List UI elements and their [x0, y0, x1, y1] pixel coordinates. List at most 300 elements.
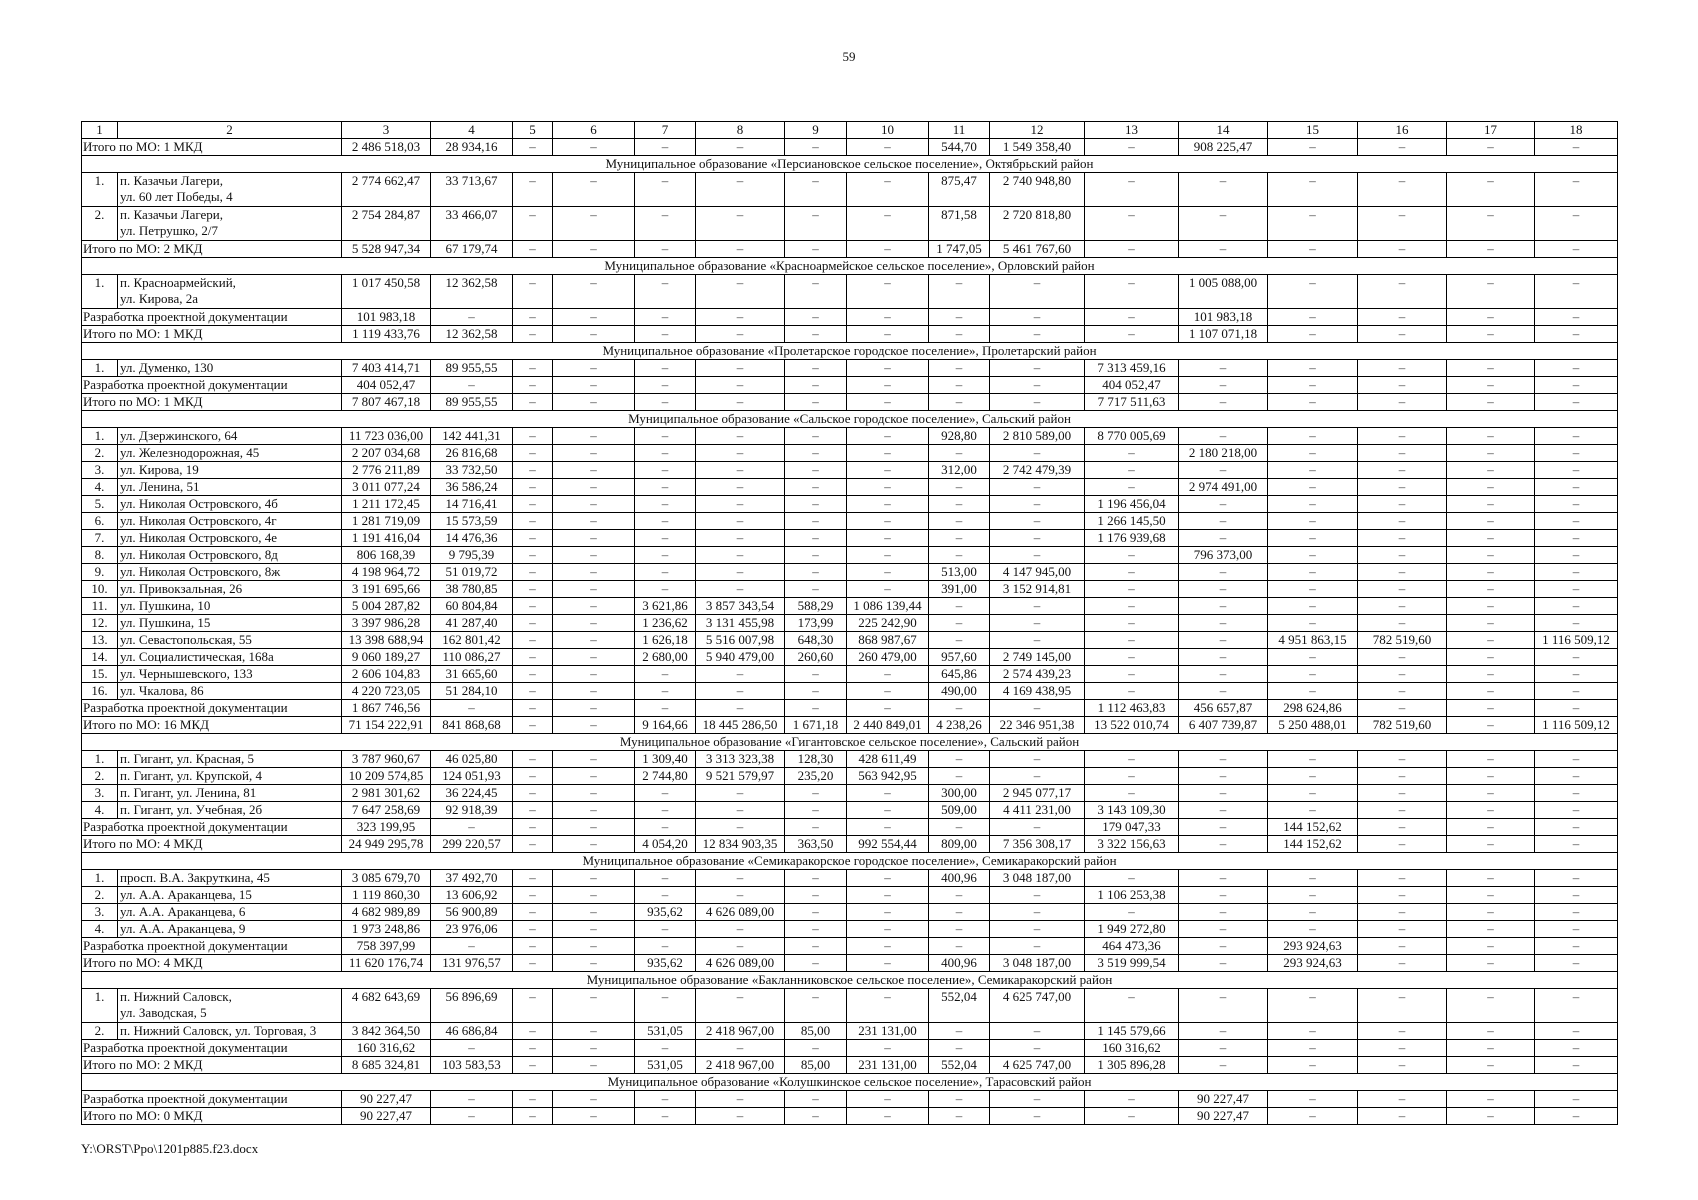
amount-cell: 935,62 [635, 955, 696, 972]
column-number-cell: 1 [82, 122, 118, 139]
amount-cell: 957,60 [929, 649, 990, 666]
amount-cell: 22 346 951,38 [990, 717, 1085, 734]
amount-cell: – [1447, 836, 1535, 853]
amount-cell: – [847, 462, 929, 479]
amount-cell: – [847, 785, 929, 802]
municipality-total-row [82, 241, 1618, 258]
row-number: 5. [82, 496, 118, 513]
amount-cell: – [1358, 615, 1447, 632]
building-row [82, 496, 1618, 513]
building-row [82, 428, 1618, 445]
amount-cell: 7 717 511,63 [1085, 394, 1179, 411]
amount-cell: – [1358, 326, 1447, 343]
amount-cell: – [513, 921, 553, 938]
amount-cell: – [1358, 955, 1447, 972]
amount-cell: – [1179, 564, 1268, 581]
address-cell [118, 547, 342, 564]
amount-cell: – [1179, 683, 1268, 700]
amount-cell: – [990, 904, 1085, 921]
amount-cell: – [929, 360, 990, 377]
amount-cell: – [1535, 581, 1618, 598]
address-cell [118, 1023, 342, 1040]
amount-cell: – [1268, 445, 1358, 462]
amount-cell: – [635, 377, 696, 394]
amount-cell: – [553, 241, 635, 258]
amount-cell: – [785, 394, 847, 411]
amount-cell: – [929, 445, 990, 462]
amount-cell: – [1179, 989, 1268, 1023]
amount-cell: – [696, 207, 785, 241]
amount-cell: – [1535, 904, 1618, 921]
amount-cell: – [1447, 683, 1535, 700]
amount-cell: – [1447, 1091, 1535, 1108]
amount-cell: – [785, 785, 847, 802]
amount-cell: 33 466,07 [431, 207, 513, 241]
amount-cell: 3 011 077,24 [342, 479, 431, 496]
amount-cell: – [635, 462, 696, 479]
amount-cell: – [635, 785, 696, 802]
amount-cell: 3 152 914,81 [990, 581, 1085, 598]
amount-cell: 4 626 089,00 [696, 904, 785, 921]
amount-cell: – [635, 139, 696, 156]
amount-cell: – [553, 462, 635, 479]
amount-cell: – [990, 275, 1085, 309]
amount-cell: – [1358, 462, 1447, 479]
amount-cell: – [1358, 394, 1447, 411]
column-number-cell: 18 [1535, 122, 1618, 139]
amount-cell: – [1268, 564, 1358, 581]
amount-cell: – [1179, 496, 1268, 513]
amount-cell: – [696, 989, 785, 1023]
amount-cell: 36 224,45 [431, 785, 513, 802]
amount-cell: – [1179, 768, 1268, 785]
amount-cell: – [553, 615, 635, 632]
building-row [82, 530, 1618, 547]
amount-cell: 400,96 [929, 870, 990, 887]
amount-cell: – [1268, 1023, 1358, 1040]
amount-cell: – [553, 938, 635, 955]
building-row [82, 870, 1618, 887]
column-number-cell: 3 [342, 122, 431, 139]
amount-cell: 323 199,95 [342, 819, 431, 836]
amount-cell: 225 242,90 [847, 615, 929, 632]
amount-cell: – [1268, 870, 1358, 887]
row-number: 3. [82, 462, 118, 479]
amount-cell: – [929, 921, 990, 938]
amount-cell: – [847, 683, 929, 700]
amount-cell: – [1179, 1023, 1268, 1040]
amount-cell: – [847, 241, 929, 258]
amount-cell: – [1358, 1040, 1447, 1057]
building-row [82, 887, 1618, 904]
amount-cell: – [847, 700, 929, 717]
address-line: ул. Севастопольская, 55 [120, 632, 252, 647]
amount-cell: 513,00 [929, 564, 990, 581]
amount-cell: – [929, 326, 990, 343]
amount-cell: – [1179, 802, 1268, 819]
amount-cell: – [847, 530, 929, 547]
amount-cell: 1 017 450,58 [342, 275, 431, 309]
amount-cell: – [1085, 1108, 1179, 1125]
municipality-section-row [82, 258, 1618, 275]
building-row [82, 479, 1618, 496]
amount-cell: – [1358, 1108, 1447, 1125]
amount-cell: – [1085, 581, 1179, 598]
building-row [82, 564, 1618, 581]
amount-cell: 89 955,55 [431, 360, 513, 377]
amount-cell: – [696, 1108, 785, 1125]
amount-cell: – [785, 445, 847, 462]
amount-cell: 103 583,53 [431, 1057, 513, 1074]
amount-cell: – [929, 1091, 990, 1108]
amount-cell: – [513, 768, 553, 785]
municipality-title: Муниципальное образование «Сальское городское поселение», Сальский район [82, 411, 1618, 428]
amount-cell: – [553, 989, 635, 1023]
amount-cell: – [1085, 683, 1179, 700]
amount-cell: – [1535, 564, 1618, 581]
amount-cell: 809,00 [929, 836, 990, 853]
amount-cell: – [1447, 1108, 1535, 1125]
amount-cell: – [1535, 683, 1618, 700]
amount-cell: – [990, 632, 1085, 649]
amount-cell: – [553, 139, 635, 156]
amount-cell: – [1268, 598, 1358, 615]
amount-cell: – [785, 326, 847, 343]
amount-cell: – [635, 496, 696, 513]
amount-cell: 1 145 579,66 [1085, 1023, 1179, 1040]
amount-cell: – [1358, 751, 1447, 768]
amount-cell: – [513, 887, 553, 904]
amount-cell: 1 086 139,44 [847, 598, 929, 615]
amount-cell: – [1358, 649, 1447, 666]
amount-cell: – [696, 173, 785, 207]
amount-cell: – [847, 564, 929, 581]
amount-cell: 391,00 [929, 581, 990, 598]
amount-cell: – [990, 1040, 1085, 1057]
address-cell [118, 683, 342, 700]
amount-cell: – [1358, 683, 1447, 700]
amount-cell: 46 686,84 [431, 1023, 513, 1040]
amount-cell: – [785, 1108, 847, 1125]
column-number-cell: 13 [1085, 122, 1179, 139]
amount-cell: – [553, 1023, 635, 1040]
amount-cell: – [696, 326, 785, 343]
amount-cell: – [847, 819, 929, 836]
address-cell [118, 462, 342, 479]
amount-cell: 1 305 896,28 [1085, 1057, 1179, 1074]
amount-cell: – [929, 598, 990, 615]
amount-cell: 144 152,62 [1268, 819, 1358, 836]
amount-cell: 2 749 145,00 [990, 649, 1085, 666]
amount-cell: – [1268, 530, 1358, 547]
amount-cell: – [513, 326, 553, 343]
amount-cell: – [785, 241, 847, 258]
column-number-cell: 12 [990, 122, 1085, 139]
amount-cell: 3 519 999,54 [1085, 955, 1179, 972]
row-number: 9. [82, 564, 118, 581]
amount-cell: 5 528 947,34 [342, 241, 431, 258]
amount-cell: – [929, 819, 990, 836]
amount-cell: – [1535, 275, 1618, 309]
address-line: ул. Ленина, 51 [120, 479, 200, 494]
column-number-cell: 8 [696, 122, 785, 139]
amount-cell: – [635, 819, 696, 836]
amount-cell: – [696, 819, 785, 836]
amount-cell: – [1447, 360, 1535, 377]
amount-cell: – [696, 360, 785, 377]
amount-cell: – [635, 326, 696, 343]
design-documentation-label: Разработка проектной документации [82, 309, 342, 326]
municipality-total-row [82, 326, 1618, 343]
amount-cell: – [847, 139, 929, 156]
row-number: 1. [82, 428, 118, 445]
amount-cell: – [1535, 921, 1618, 938]
amount-cell: – [1268, 326, 1358, 343]
municipality-title: Муниципальное образование «Семикаракорское городское поселение», Семикаракорский район [82, 853, 1618, 870]
column-number-cell: 7 [635, 122, 696, 139]
address-cell [118, 785, 342, 802]
amount-cell: – [1085, 751, 1179, 768]
amount-cell: 2 742 479,39 [990, 462, 1085, 479]
amount-cell: – [1358, 1057, 1447, 1074]
amount-cell: 875,47 [929, 173, 990, 207]
building-row [82, 921, 1618, 938]
amount-cell: – [513, 717, 553, 734]
amount-cell: – [635, 802, 696, 819]
amount-cell: – [696, 496, 785, 513]
address-cell [118, 530, 342, 547]
amount-cell: – [1358, 309, 1447, 326]
amount-cell: 3 842 364,50 [342, 1023, 431, 1040]
amount-cell: 782 519,60 [1358, 717, 1447, 734]
address-line: ул. Заводская, 5 [120, 1005, 207, 1020]
row-number: 13. [82, 632, 118, 649]
total-label: Итого по МО: 0 МКД [82, 1108, 342, 1125]
amount-cell: – [1358, 173, 1447, 207]
amount-cell: – [1535, 173, 1618, 207]
amount-cell: 464 473,36 [1085, 938, 1179, 955]
amount-cell: 3 322 156,63 [1085, 836, 1179, 853]
amount-cell: – [1268, 394, 1358, 411]
address-cell [118, 649, 342, 666]
amount-cell: 928,80 [929, 428, 990, 445]
amount-cell: 142 441,31 [431, 428, 513, 445]
amount-cell: – [929, 887, 990, 904]
amount-cell: – [1535, 377, 1618, 394]
column-number-cell: 17 [1447, 122, 1535, 139]
building-row [82, 207, 1618, 241]
address-cell [118, 768, 342, 785]
amount-cell: 5 250 488,01 [1268, 717, 1358, 734]
amount-cell: 124 051,93 [431, 768, 513, 785]
amount-cell: 3 085 679,70 [342, 870, 431, 887]
amount-cell: 758 397,99 [342, 938, 431, 955]
amount-cell: 4 220 723,05 [342, 683, 431, 700]
amount-cell: – [696, 309, 785, 326]
amount-cell: 131 976,57 [431, 955, 513, 972]
address-cell [118, 428, 342, 445]
amount-cell: – [1268, 581, 1358, 598]
amount-cell: – [635, 394, 696, 411]
amount-cell: 2 720 818,80 [990, 207, 1085, 241]
amount-cell: 806 168,39 [342, 547, 431, 564]
amount-cell: – [513, 632, 553, 649]
column-number-cell: 6 [553, 122, 635, 139]
amount-cell: – [847, 904, 929, 921]
amount-cell: – [553, 530, 635, 547]
amount-cell: – [929, 768, 990, 785]
column-number-cell: 10 [847, 122, 929, 139]
amount-cell: 1 116 509,12 [1535, 632, 1618, 649]
amount-cell: – [1535, 496, 1618, 513]
amount-cell: – [1447, 207, 1535, 241]
amount-cell: – [1085, 241, 1179, 258]
amount-cell: – [635, 921, 696, 938]
amount-cell: – [513, 683, 553, 700]
amount-cell: 4 198 964,72 [342, 564, 431, 581]
amount-cell: – [1447, 666, 1535, 683]
amount-cell: – [553, 921, 635, 938]
amount-cell: – [696, 581, 785, 598]
amount-cell: – [1358, 241, 1447, 258]
amount-cell: 2 945 077,17 [990, 785, 1085, 802]
amount-cell: – [1358, 530, 1447, 547]
amount-cell: – [553, 666, 635, 683]
amount-cell: – [513, 1023, 553, 1040]
amount-cell: 92 918,39 [431, 802, 513, 819]
amount-cell: 90 227,47 [342, 1108, 431, 1125]
amount-cell: – [785, 309, 847, 326]
amount-cell: – [553, 479, 635, 496]
address-line: ул. Петрушко, 2/7 [120, 223, 219, 238]
amount-cell: – [1268, 1091, 1358, 1108]
amount-cell: 4 054,20 [635, 836, 696, 853]
row-number: 4. [82, 802, 118, 819]
amount-cell: 12 362,58 [431, 275, 513, 309]
amount-cell: – [990, 496, 1085, 513]
amount-cell: – [1447, 462, 1535, 479]
row-number: 4. [82, 921, 118, 938]
amount-cell: – [513, 241, 553, 258]
amount-cell: – [1447, 819, 1535, 836]
amount-cell: – [785, 360, 847, 377]
amount-cell: – [1447, 1057, 1535, 1074]
amount-cell: – [553, 700, 635, 717]
amount-cell: – [1085, 462, 1179, 479]
design-documentation-label: Разработка проектной документации [82, 819, 342, 836]
amount-cell: 101 983,18 [1179, 309, 1268, 326]
amount-cell: 1 107 071,18 [1179, 326, 1268, 343]
amount-cell: – [1535, 479, 1618, 496]
amount-cell: 85,00 [785, 1057, 847, 1074]
building-row [82, 751, 1618, 768]
amount-cell: 4 238,26 [929, 717, 990, 734]
amount-cell: – [553, 1091, 635, 1108]
amount-cell: – [990, 1091, 1085, 1108]
address-line: ул. А.А. Араканцева, 15 [120, 887, 252, 902]
amount-cell: – [696, 394, 785, 411]
amount-cell: – [1358, 598, 1447, 615]
building-row [82, 275, 1618, 309]
amount-cell: – [553, 360, 635, 377]
total-label: Итого по МО: 4 МКД [82, 955, 342, 972]
amount-cell: – [635, 360, 696, 377]
amount-cell: 293 924,63 [1268, 938, 1358, 955]
address-line: ул. Николая Островского, 8ж [120, 564, 281, 579]
amount-cell: – [635, 989, 696, 1023]
amount-cell: – [1179, 836, 1268, 853]
column-number-cell: 4 [431, 122, 513, 139]
amount-cell: – [1358, 275, 1447, 309]
total-label: Итого по МО: 4 МКД [82, 836, 342, 853]
amount-cell: – [1535, 462, 1618, 479]
building-row [82, 581, 1618, 598]
amount-cell: – [1535, 700, 1618, 717]
file-path-footer: Y:\ORST\Ppo\1201p885.f23.docx [81, 1141, 259, 1156]
amount-cell: 531,05 [635, 1023, 696, 1040]
amount-cell: – [1268, 428, 1358, 445]
amount-cell: – [1179, 887, 1268, 904]
page-number: 59 [842, 49, 856, 64]
amount-cell: – [1447, 275, 1535, 309]
building-row [82, 768, 1618, 785]
amount-cell: – [513, 615, 553, 632]
amount-cell: – [1535, 1057, 1618, 1074]
amount-cell: – [1447, 768, 1535, 785]
amount-cell: 1 196 456,04 [1085, 496, 1179, 513]
amount-cell: 162 801,42 [431, 632, 513, 649]
amount-cell: – [553, 887, 635, 904]
address-line: п. Гигант, ул. Ленина, 81 [120, 785, 257, 800]
amount-cell: – [635, 938, 696, 955]
amount-cell: – [1085, 309, 1179, 326]
amount-cell: – [1447, 615, 1535, 632]
amount-cell: – [785, 1091, 847, 1108]
address-line: п. Казачьи Лагери, [120, 207, 224, 222]
design-documentation-label: Разработка проектной документации [82, 1091, 342, 1108]
amount-cell: – [785, 870, 847, 887]
amount-cell: 298 624,86 [1268, 700, 1358, 717]
amount-cell: – [553, 870, 635, 887]
row-number: 3. [82, 785, 118, 802]
amount-cell: – [1535, 394, 1618, 411]
amount-cell: 8 770 005,69 [1085, 428, 1179, 445]
amount-cell: – [553, 683, 635, 700]
amount-cell: 12 362,58 [431, 326, 513, 343]
amount-cell: – [847, 989, 929, 1023]
amount-cell: – [1179, 938, 1268, 955]
amount-cell: – [1085, 275, 1179, 309]
amount-cell: 144 152,62 [1268, 836, 1358, 853]
amount-cell: – [1268, 173, 1358, 207]
row-number: 2. [82, 1023, 118, 1040]
amount-cell: 2 207 034,68 [342, 445, 431, 462]
amount-cell: – [1268, 139, 1358, 156]
amount-cell: – [513, 955, 553, 972]
amount-cell: – [513, 870, 553, 887]
amount-cell: – [1447, 394, 1535, 411]
amount-cell: – [513, 938, 553, 955]
amount-cell: 6 407 739,87 [1179, 717, 1268, 734]
amount-cell: – [1358, 802, 1447, 819]
amount-cell: – [1268, 479, 1358, 496]
address-line: ул. Привокзальная, 26 [120, 581, 243, 596]
amount-cell: 11 620 176,74 [342, 955, 431, 972]
amount-cell: – [1447, 513, 1535, 530]
amount-cell: – [1358, 666, 1447, 683]
amount-cell: 531,05 [635, 1057, 696, 1074]
building-row [82, 785, 1618, 802]
